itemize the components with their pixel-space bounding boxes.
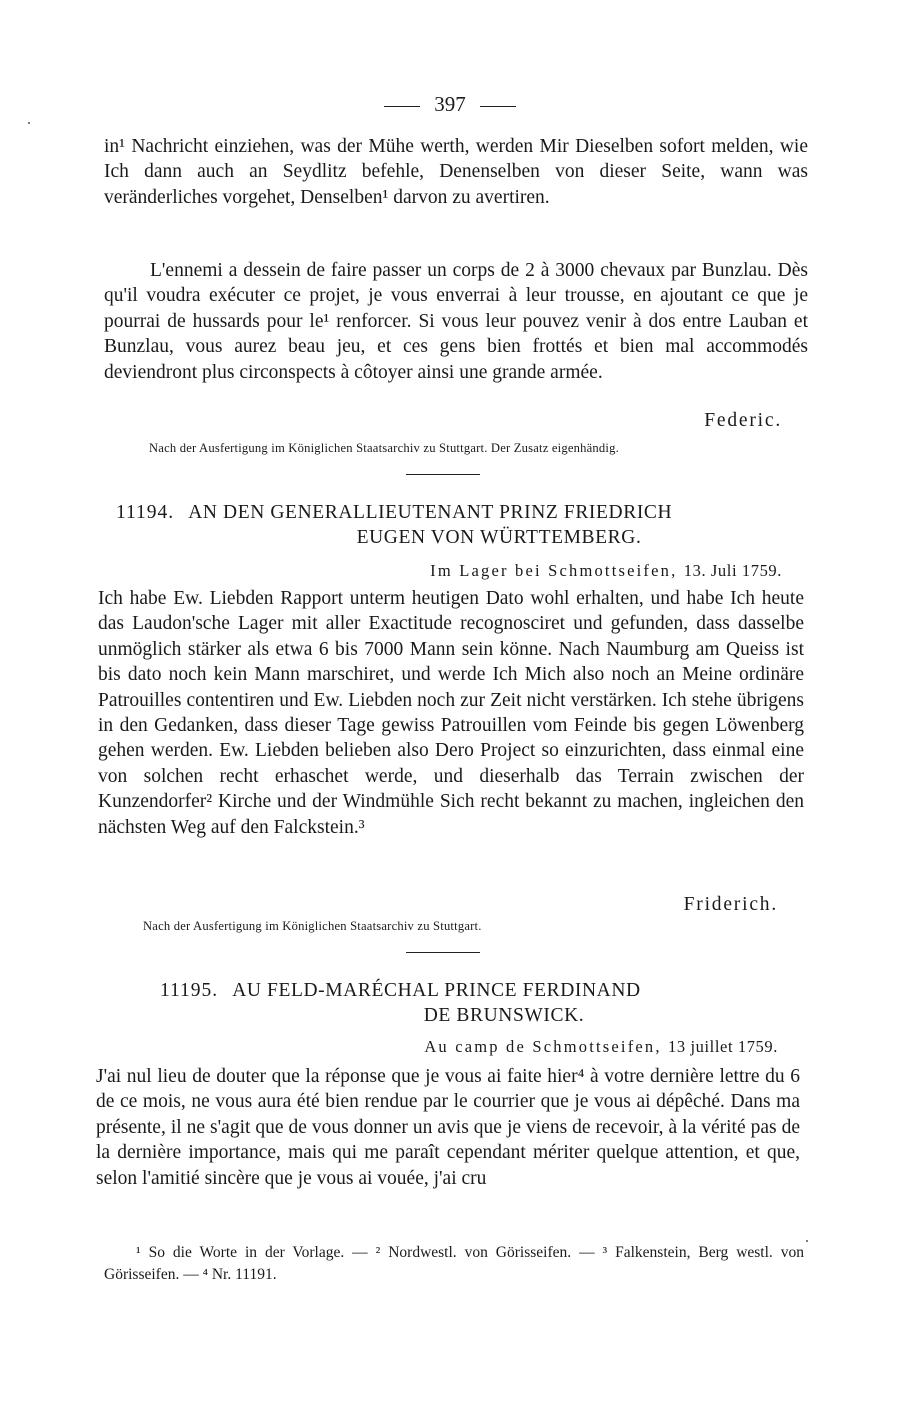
paragraph-text: in¹ Nachricht einziehen, was der Mühe werth, werden Mir Dieselben sofort melden, wie Ich dann auch an Seydlitz befehle, Denenselben von dieser Seite, wann was veränderliches vorgehet, Denselben¹ darvon zu avertiren. — [104, 136, 808, 208]
title-line-1: AN DEN GENERALLIEUTENANT PRINZ FRIEDRICH — [188, 502, 673, 523]
scan-speck — [806, 1240, 808, 1242]
header-dash-left — [384, 106, 420, 107]
paragraph-text: Ich habe Ew. Liebden Rapport unterm heutigen Dato wohl erhalten, und habe Ich heute das Laudon'sche Lager mit aller Exactitude recognosciret und gefunden, dass dasselbe unmöglich stärker als etwa 6 bis 7000 Mann sein könne. Nach Naumburg am Queiss ist bis dato noch kein Mann marschiret, und werde Ich Mich also noch an Meine ordinäre Patrouilles contentiren und Ew. Liebden noch zur Zeit nicht verstärken. Ich stehe übrigens in den Gedanken, dass dieser Tage gewiss Patrouillen vom Feinde bis gegen Löwenberg gehen werden. Ew. Liebden belieben also Dero Project so einzurichten, dass einmal eine von solchen recht erhaschet werde, und dieserhalb das Terrain zwischen der Kunzendorfer² Kirche und der Windmühle Sich recht bekannt zu machen, ingleichen den nächsten Weg auf den Falckstein.³ — [98, 588, 804, 838]
signature-friderich: Friderich. — [683, 894, 778, 915]
place-text: Im Lager bei Schmottseifen, — [430, 561, 678, 580]
scan-speck — [28, 122, 30, 124]
footnote-text: ¹ So die Worte in der Vorlage. — ² Nordwestl. von Görisseifen. — ³ Falkenstein, Berg westl. von Görisseifen. — ⁴ Nr. 11191. — [104, 1244, 804, 1283]
letter-body — [98, 586, 804, 840]
letter-title — [104, 500, 808, 550]
section-divider — [406, 952, 480, 953]
title-line-2: EUGEN VON WÜRTTEMBERG. — [356, 527, 642, 548]
section-divider — [406, 474, 480, 475]
title-line-1: AU FELD-MARÉCHAL PRINCE FERDINAND — [232, 980, 641, 1001]
footnotes — [104, 1242, 804, 1286]
letter-title — [104, 978, 808, 1028]
letter-dateline — [430, 560, 782, 582]
page-header — [0, 90, 900, 118]
source-note: Nach der Ausfertigung im Königlichen Staatsarchiv zu Stuttgart. — [143, 919, 482, 933]
place-text: Au camp de Schmottseifen, — [424, 1037, 662, 1056]
date-text: 13 juillet 1759. — [668, 1037, 778, 1056]
letter-dateline — [424, 1036, 778, 1058]
letter-number: 11194. — [116, 502, 175, 523]
title-line-2: DE BRUNSWICK. — [423, 1005, 585, 1026]
source-note: Nach der Ausfertigung im Königlichen Staatsarchiv zu Stuttgart. Der Zusatz eigenhändig. — [149, 441, 619, 455]
paragraph-text: J'ai nul lieu de douter que la réponse que je vous ai faite hier⁴ à votre dernière lettre du 6 de ce mois, ne vous aura été bien rendue par le courrier que je vous ai dépêché. Dans ma présente, il ne s'agit que de vous donner un avis que je viens de recevoir, à la vérité pas de la dernière importance, mais qui me paraît cependant mériter quelque attention, et que, selon l'amitié sincère que je vous ai vouée, j'ai cru — [96, 1066, 800, 1189]
letter-body — [96, 1064, 800, 1191]
french-postscript — [104, 258, 808, 385]
letter-number: 11195. — [160, 980, 219, 1001]
signature-federic: Federic. — [704, 410, 782, 431]
continuation-paragraph — [104, 134, 808, 210]
page-number: 397 — [434, 92, 466, 116]
header-dash-right — [480, 106, 516, 107]
paragraph-text: L'ennemi a dessein de faire passer un corps de 2 à 3000 chevaux par Bunzlau. Dès qu'il voudra exécuter ce projet, je vous enverrai à leur trousse, en ajoutant ce que je pourrai de hussards pour le¹ renforcer. Si vous leur pouvez venir à dos entre Lauban et Bunzlau, vous aurez beau jeu, et ces gens bien frottés et bien mal accommodés deviendront plus circonspects à côtoyer ainsi une grande armée. — [104, 260, 808, 383]
date-text: 13. Juli 1759. — [683, 561, 782, 580]
